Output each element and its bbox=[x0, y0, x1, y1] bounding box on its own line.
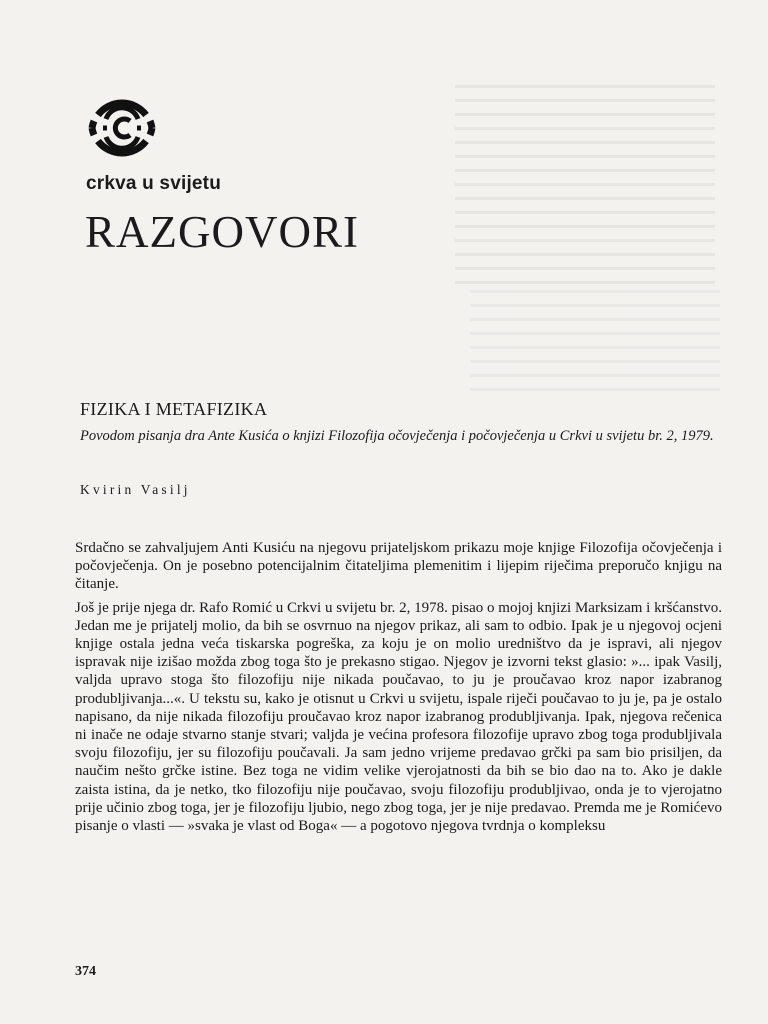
article-author: Kvirin Vasilj bbox=[80, 482, 191, 497]
article-subtitle: Povodom pisanja dra Ante Kusića o knjizi Filozofija očovječenja i počovječenja u Crkvi u svijetu br. 2, 1979. bbox=[80, 428, 714, 444]
bleed-through-shadow bbox=[470, 290, 720, 400]
crkva-u-svijetu-logo-icon bbox=[86, 95, 158, 161]
page-title: RAZGOVORI bbox=[85, 207, 359, 257]
body-paragraph: Još je prije njega dr. Rafo Romić u Crkvi u svijetu br. 2, 1978. pisao o mojoj knjizi Marksizam i kršćanstvo. Jedan me je prijatelj molio, da bih se osvrnuo na njegov prikaz, ali sam to odbio. Ipak je u njegovoj ocjeni knjige ostala jedna veća tiskarska pogreška, za koju je on molio uredništvo da je ispravi, ali njegov ispravak nije izišao možda zbog toga što je prekasno stigao. Njegov je izvorni tekst glasio: »... ipak Vasilj, valjda upravo stoga što filozofiju nije nikada poučavao, to ju je proučavao kroz napor izabranog produbljivanja...«. U tekstu su, kako je otisnut u Crkvi u svijetu, ispale riječi poučavao to ju je, pa je ostalo napisano, da nije nikada filozofiju proučavao kroz napor izabranog produbljivanja. Ipak, njegova rečenica ni inače ne odaje stvarno stanje stvari; valjda je većina profesora filozofije upravo zbog toga produbljivala svoju filozofiju, jer su filozofiju poučavali. Ja sam jedno vrijeme predavao grčki pa sam bio prisiljen, da naučim nešto grčke istine. Bez toga ne vidim velike vjerojatnosti da bih se bio dao na to. Ako je dakle zaista istina, da je netko, tko filozofiju nije poučavao, svoju filozofiju produbljivao, onda je to vjerojatno prije učinio zbog toga, jer je filozofiju ljubio, nego zbog toga, jer je nije predavao. Premda me je Romićevo pisanje o vlasti — »svaka je vlast od Boga« — a pogotovo njegova tvrdnja o kompleksu bbox=[75, 599, 722, 835]
journal-section-label: crkva u svijetu bbox=[86, 173, 222, 194]
article-title: FIZIKA I METAFIZIKA bbox=[80, 399, 268, 419]
page-number: 374 bbox=[75, 964, 96, 979]
bleed-through-shadow bbox=[455, 85, 715, 285]
body-paragraph: Srdačno se zahvaljujem Anti Kusiću na njegovu prijateljskom prikazu moje knjige Filozofija očovječenja i počovječenja. On je posebno potencijalnim čitateljima plemenitim i lijepim riječima preporučo knjigu na čitanje. bbox=[75, 540, 722, 593]
article-body bbox=[75, 539, 722, 840]
